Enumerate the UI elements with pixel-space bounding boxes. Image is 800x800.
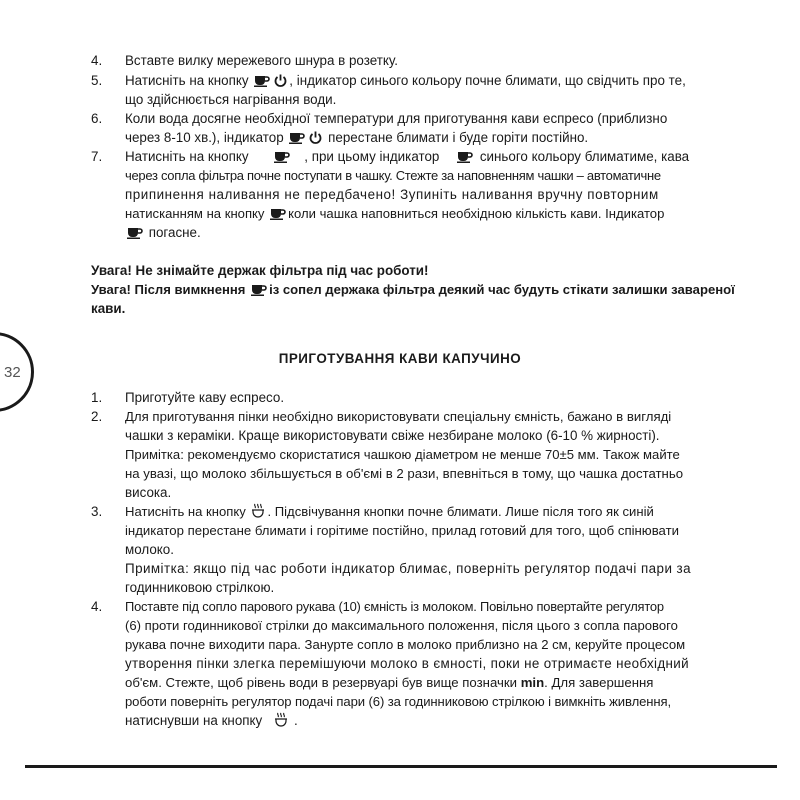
- step-text: утворення пінки злегка перемішуючи молоко в ємності, поки не отримаєте необхідний: [125, 656, 689, 671]
- steam-icon: [251, 503, 265, 518]
- step-text-line: Натисніть на кнопку , індикатор синього кольору почне блимати, що свідчить про те,: [125, 73, 686, 88]
- note-text: висока.: [125, 485, 172, 500]
- coffee-cup-icon: [254, 74, 270, 87]
- note-text: годинниковою стрілкою.: [125, 580, 275, 595]
- power-icon: [274, 74, 287, 87]
- coffee-cup-icon: [127, 226, 143, 239]
- power-icon: [309, 131, 322, 144]
- step-text-line: через 8-10 хв.), індикатор перестане блимати і буде горіти постійно.: [125, 130, 589, 145]
- step-text: молоко.: [125, 542, 174, 557]
- coffee-cup-icon: [457, 150, 473, 163]
- step-text: через сопла фільтра почне поступати в чашку. Стежте за наповненням чашки – автоматичне: [125, 168, 661, 183]
- warning-text: Увага! Не знімайте держак фільтра під час роботи!: [91, 263, 429, 278]
- step-number: 4.: [91, 53, 103, 68]
- step-number: 7.: [91, 149, 103, 164]
- step-text-line: натиснувши на кнопку .: [125, 713, 298, 728]
- min-mark-label: min: [520, 675, 545, 690]
- warning-text: кави.: [91, 301, 126, 316]
- step-text: рукава почне виходити пара. Занурте сопло в молоко приблизно на 2 см, керуйте процесом: [125, 637, 686, 652]
- step-number: 1.: [91, 390, 103, 405]
- step-text: що здійснюється нагрівання води.: [125, 92, 337, 107]
- coffee-cup-icon: [270, 207, 286, 220]
- step-text: Коли вода досягне необхідної температури для приготування кави еспресо (приблизно: [125, 111, 668, 126]
- note-text: Примітка: рекомендуємо скористатися чашкою діаметром не менше 70±5 мм. Також майте: [125, 447, 680, 462]
- section-title: ПРИГОТУВАННЯ КАВИ КАПУЧИНО: [278, 351, 522, 366]
- step-number: 5.: [91, 73, 103, 88]
- coffee-cup-icon: [274, 150, 290, 163]
- bottom-rule: [25, 765, 777, 768]
- step-text: роботи поверніть регулятор подачі пари (6) за годинниковою стрілкою і вимкніть живлення,: [125, 694, 672, 709]
- step-number: 2.: [91, 409, 103, 424]
- step-number: 3.: [91, 504, 103, 519]
- step-number: 6.: [91, 111, 103, 126]
- step-text-line: об'єм. Стежте, щоб рівень води в резервуарі був вище позначки min. Для завершення: [125, 675, 654, 690]
- step-text: (6) проти годинникової стрілки до максимального положення, після цього з сопла парового: [125, 618, 678, 633]
- step-text: Поставте під сопло парового рукава (10) ємність із молоком. Повільно повертайте регулятор: [125, 599, 664, 614]
- step-text: індикатор перестане блимати і горітиме постійно, прилад готовий для того, щоб спінювати: [125, 523, 680, 538]
- coffee-cup-icon: [251, 283, 267, 296]
- step-text-line: Натисніть на кнопку , при цьому індикатор синього кольору блиматиме, кава: [125, 149, 690, 164]
- step-number: 4.: [91, 599, 103, 614]
- step-text: чашки з кераміки. Краще використовувати свіже незбиране молоко (6-10 % жирності).: [125, 428, 660, 443]
- page-number: 32: [4, 364, 21, 381]
- step-text: Вставте вилку мережевого шнура в розетку.: [125, 53, 398, 68]
- note-text: Примітка: якщо під час роботи індикатор блимає, поверніть регулятор подачі пари за: [125, 561, 692, 576]
- step-text: Для приготування пінки необхідно використовувати спеціальну ємність, бажано в вигляді: [125, 409, 672, 424]
- step-text-line: Натисніть на кнопку . Підсвічування кнопки почне блимати. Лише після того як синій: [125, 504, 654, 519]
- step-text: припинення наливання не передбачено! Зупиніть наливання вручну повторним: [125, 187, 659, 202]
- step-text-line: погасне.: [125, 224, 201, 242]
- step-text-line: натисканням на кнопку коли чашка наповниться необхідною кількість кави. Індикатор: [125, 206, 665, 221]
- note-text: на увазі, що молоко збільшується в об'ємі в 2 рази, впевніться в тому, що чашка достатньо: [125, 466, 684, 481]
- steam-icon: [274, 712, 288, 727]
- warning-text-line: Увага! Після вимкнення із сопел держака фільтра деякий час будуть стікати залишки завареної: [91, 282, 735, 297]
- step-text: Приготуйте каву еспресо.: [125, 390, 285, 405]
- coffee-cup-icon: [289, 131, 305, 144]
